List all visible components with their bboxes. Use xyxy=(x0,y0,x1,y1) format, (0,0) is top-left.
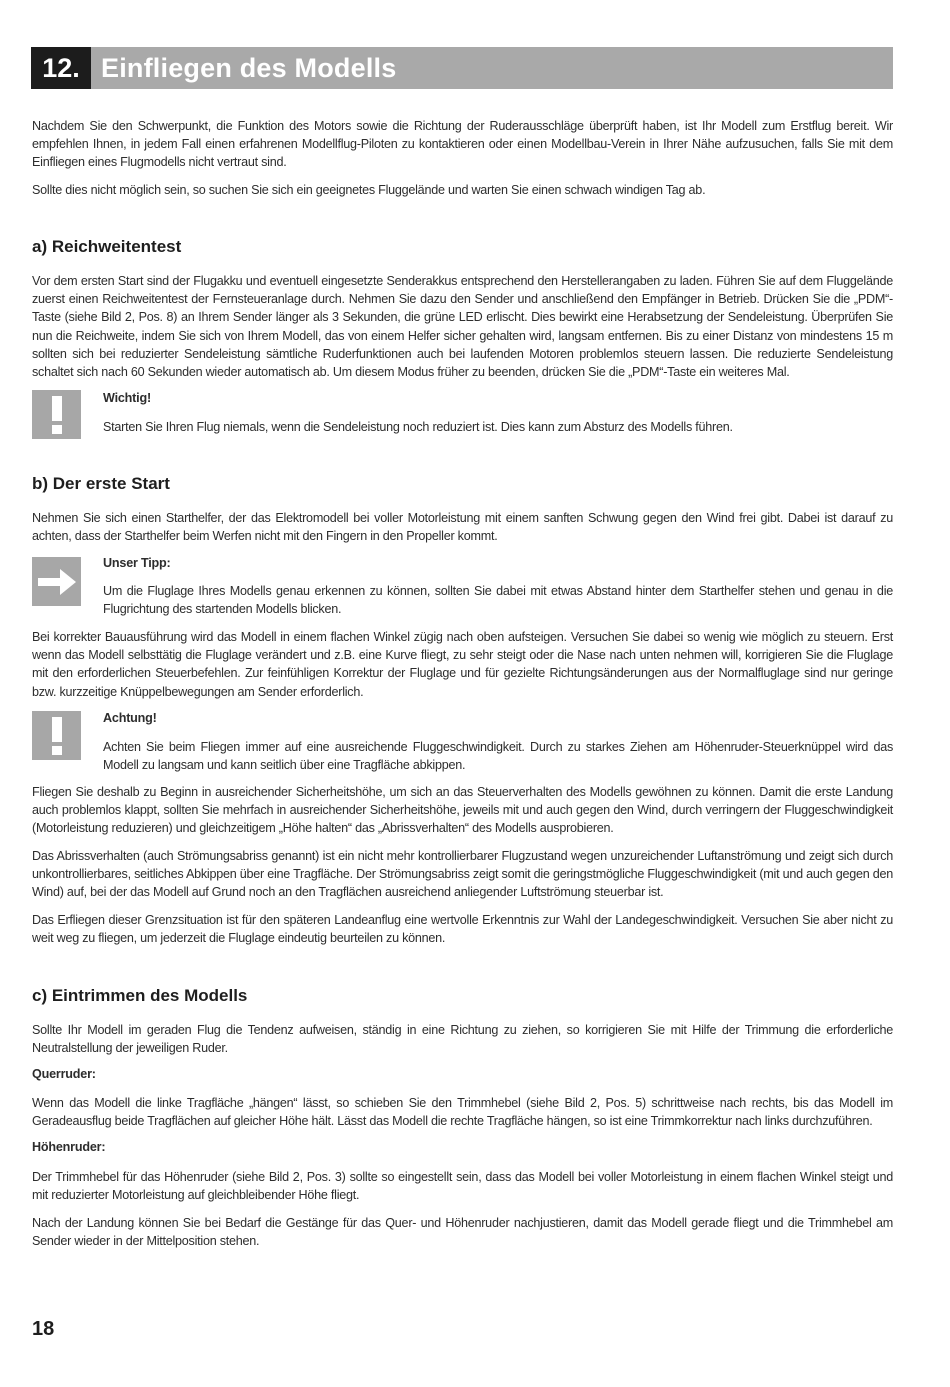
notice-text-achtung: Achten Sie beim Fliegen immer auf eine ausreichende Fluggeschwindigkeit. Durch zu starkes Ziehen am Höhenruder-Steuerknüppel wird das Modell zu langsam und kann seitlich über eine Tragfläche abkippen. xyxy=(103,740,893,773)
tip-title: Unser Tipp: xyxy=(103,556,171,570)
exclamation-icon xyxy=(32,390,81,439)
section-b-paragraph-3: Fliegen Sie deshalb zu Beginn in ausreichender Sicherheitshöhe, um sich an das Steuerverhalten des Modells gewöhnen zu können. Damit die erste Landung auch problemlos klappt, sollten Sie mehrfach in ausreichender Sicherheitshöhe, jeweils mit und auch gegen den Wind, durch verringern der Fluggeschwindigkeit (Motorleistung reduzieren) und gleichzeitigem „Höhe halten“ das „Abrissverhalten“ des Modells ausprobieren. xyxy=(32,785,893,836)
chapter-number: 12. xyxy=(31,47,91,89)
tip-text: Um die Fluglage Ihres Modells genau erkennen zu können, sollten Sie dabei mit etwas Abstand hinter dem Starthelfer stehen und genau in die Flugrichtung des startenden Modells blicken. xyxy=(103,584,893,617)
chapter-header xyxy=(31,47,893,89)
section-c-paragraph-1: Sollte Ihr Modell im geraden Flug die Tendenz aufweisen, ständig in eine Richtung zu ziehen, so korrigieren Sie mit Hilfe der Trimmung die erforderliche Neutralstellung der jeweiligen Ruder. xyxy=(32,1023,893,1056)
intro-paragraph-2: Sollte dies nicht möglich sein, so suchen Sie sich ein geeignetes Fluggelände und warten Sie einen schwach windigen Tag ab. xyxy=(32,183,706,197)
section-heading-reichweitentest: a) Reichweitentest xyxy=(32,237,182,256)
subheading-hoehenruder: Höhenruder: xyxy=(32,1140,106,1154)
notice-title-wichtig: Wichtig! xyxy=(103,391,151,405)
section-c-paragraph-4: Nach der Landung können Sie bei Bedarf die Gestänge für das Quer- und Höhenruder nachjustieren, damit das Modell gerade fliegt und die Trimmhebel am Sender wieder in der Mittelposition stehen. xyxy=(32,1216,893,1249)
section-c-paragraph-3: Der Trimmhebel für das Höhenruder (siehe Bild 2, Pos. 3) sollte so eingestellt sein, dass das Modell bei voller Motorleistung in einem flachen Winkel steigt und mit reduzierter Motorleistung auf gleichbleibender Höhe fliegt. xyxy=(32,1170,893,1203)
section-b-paragraph-5: Das Erfliegen dieser Grenzsituation ist für den späteren Landeanflug eine wertvolle Erkenntnis zur Wahl der Landegeschwindigkeit. Versuchen Sie aber nicht zu weit weg zu fliegen, um jederzeit die Fluglage eindeutig beurteilen zu können. xyxy=(32,913,893,946)
section-b-paragraph-4: Das Abrissverhalten (auch Strömungsabriss genannt) ist ein nicht mehr kontrollierbarer Flugzustand wegen unzureichender Luftanströmung und zeigt sich durch unkontrollierbares, seitliches Abkippen über eine Tragfläche. Der Strömungsabriss zeigt somit die geringstmögliche Fluggeschwindigkeit (mit und auch gegen den Wind) auf, bei der das Modell auf Grund noch an den Tragflächen ausreichend anliegender Luftströmung steuerbar ist. xyxy=(32,849,893,900)
section-b-paragraph-2: Bei korrekter Bauausführung wird das Modell in einem flachen Winkel zügig nach oben aufsteigen. Versuchen Sie dabei so wenig wie möglich zu steuern. Erst wenn das Modell selbsttätig die Fluglage verändert und z.B. eine Kurve fliegt, zu sehr steigt oder die Nase nach unten nehmen will, korrigieren Sie die Fluglage mit den erforderlichen Steuerbefehlen. Zur feinfühligen Korrektur der Fluglage und für gezielte Richtungsänderungen aus der Normalfluglage sind nur geringe bzw. kurzzeitige Knüppelbewegungen am Sender erforderlich. xyxy=(32,630,893,699)
section-heading-eintrimmen: c) Eintrimmen des Modells xyxy=(32,986,248,1005)
section-b-paragraph-1: Nehmen Sie sich einen Starthelfer, der das Elektromodell bei voller Motorleistung mit einem sanften Schwung gegen den Wind frei gibt. Dabei ist darauf zu achten, dass der Starthelfer beim Werfen nicht mit den Fingern in den Propeller kommt. xyxy=(32,511,893,544)
notice-title-achtung: Achtung! xyxy=(103,711,157,725)
chapter-title: Einfliegen des Modells xyxy=(101,52,397,83)
section-heading-erster-start: b) Der erste Start xyxy=(32,474,170,493)
arrow-right-icon xyxy=(32,557,81,606)
subheading-querruder: Querruder: xyxy=(32,1067,96,1081)
exclamation-icon xyxy=(32,711,81,760)
section-c-paragraph-2: Wenn das Modell die linke Tragfläche „hängen“ lässt, so schieben Sie den Trimmhebel (siehe Bild 2, Pos. 5) schrittweise nach rechts, bis das Modell im Geradeausflug beide Tragflächen auf gleicher Höhe hält. Lässt das Modell die rechte Tragfläche hängen, so ist eine Trimmkorrektur nach links durchzuführen. xyxy=(32,1096,893,1129)
page-number: 18 xyxy=(32,1318,55,1340)
intro-paragraph-1: Nachdem Sie den Schwerpunkt, die Funktion des Motors sowie die Richtung der Ruderausschläge überprüft haben, ist Ihr Modell zum Erstflug bereit. Wir empfehlen Ihnen, in jedem Fall einen erfahrenen Modellflug-Piloten zu kontaktieren oder einen Modellbau-Verein in Ihrer Nähe aufzusuchen, falls Sie mit dem Einfliegen eines Flugmodells nicht vertraut sind. xyxy=(32,119,893,170)
section-a-paragraph: Vor dem ersten Start sind der Flugakku und eventuell eingesetzte Senderakkus entsprechend den Herstellerangaben zu laden. Führen Sie auf dem Fluggelände zuerst einen Reichweitentest der Fernsteueranlage durch. Nehmen Sie dazu den Sender und anschließend den Empfänger in Betrieb. Drücken Sie die „PDM“-Taste (siehe Bild 2, Pos. 8) an Ihrem Sender länger als 3 Sekunden, die grüne LED erlischt. Dies bewirkt eine Herabsetzung der Sendeleistung. Überprüfen Sie nun die Reichweite, indem Sie sich von Ihrem Modell, das von einem Helfer sicher gehalten wird, langsam entfernen. Bis zu einer Distanz von mindestens 15 m sollten sich bei reduzierter Sendeleistung sämtliche Ruderfunktionen auch bei laufenden Motoren problemlos steuern lassen. Die reduzierte Sendeleistung schaltet sich nach 60 Sekunden wieder automatisch ab. Um diesem Modus früher zu beenden, drücken Sie die „PDM“-Taste ein weiteres Mal. xyxy=(32,274,893,380)
notice-text-wichtig: Starten Sie Ihren Flug niemals, wenn die Sendeleistung noch reduziert ist. Dies kann zum Absturz des Modells führen. xyxy=(103,420,733,434)
